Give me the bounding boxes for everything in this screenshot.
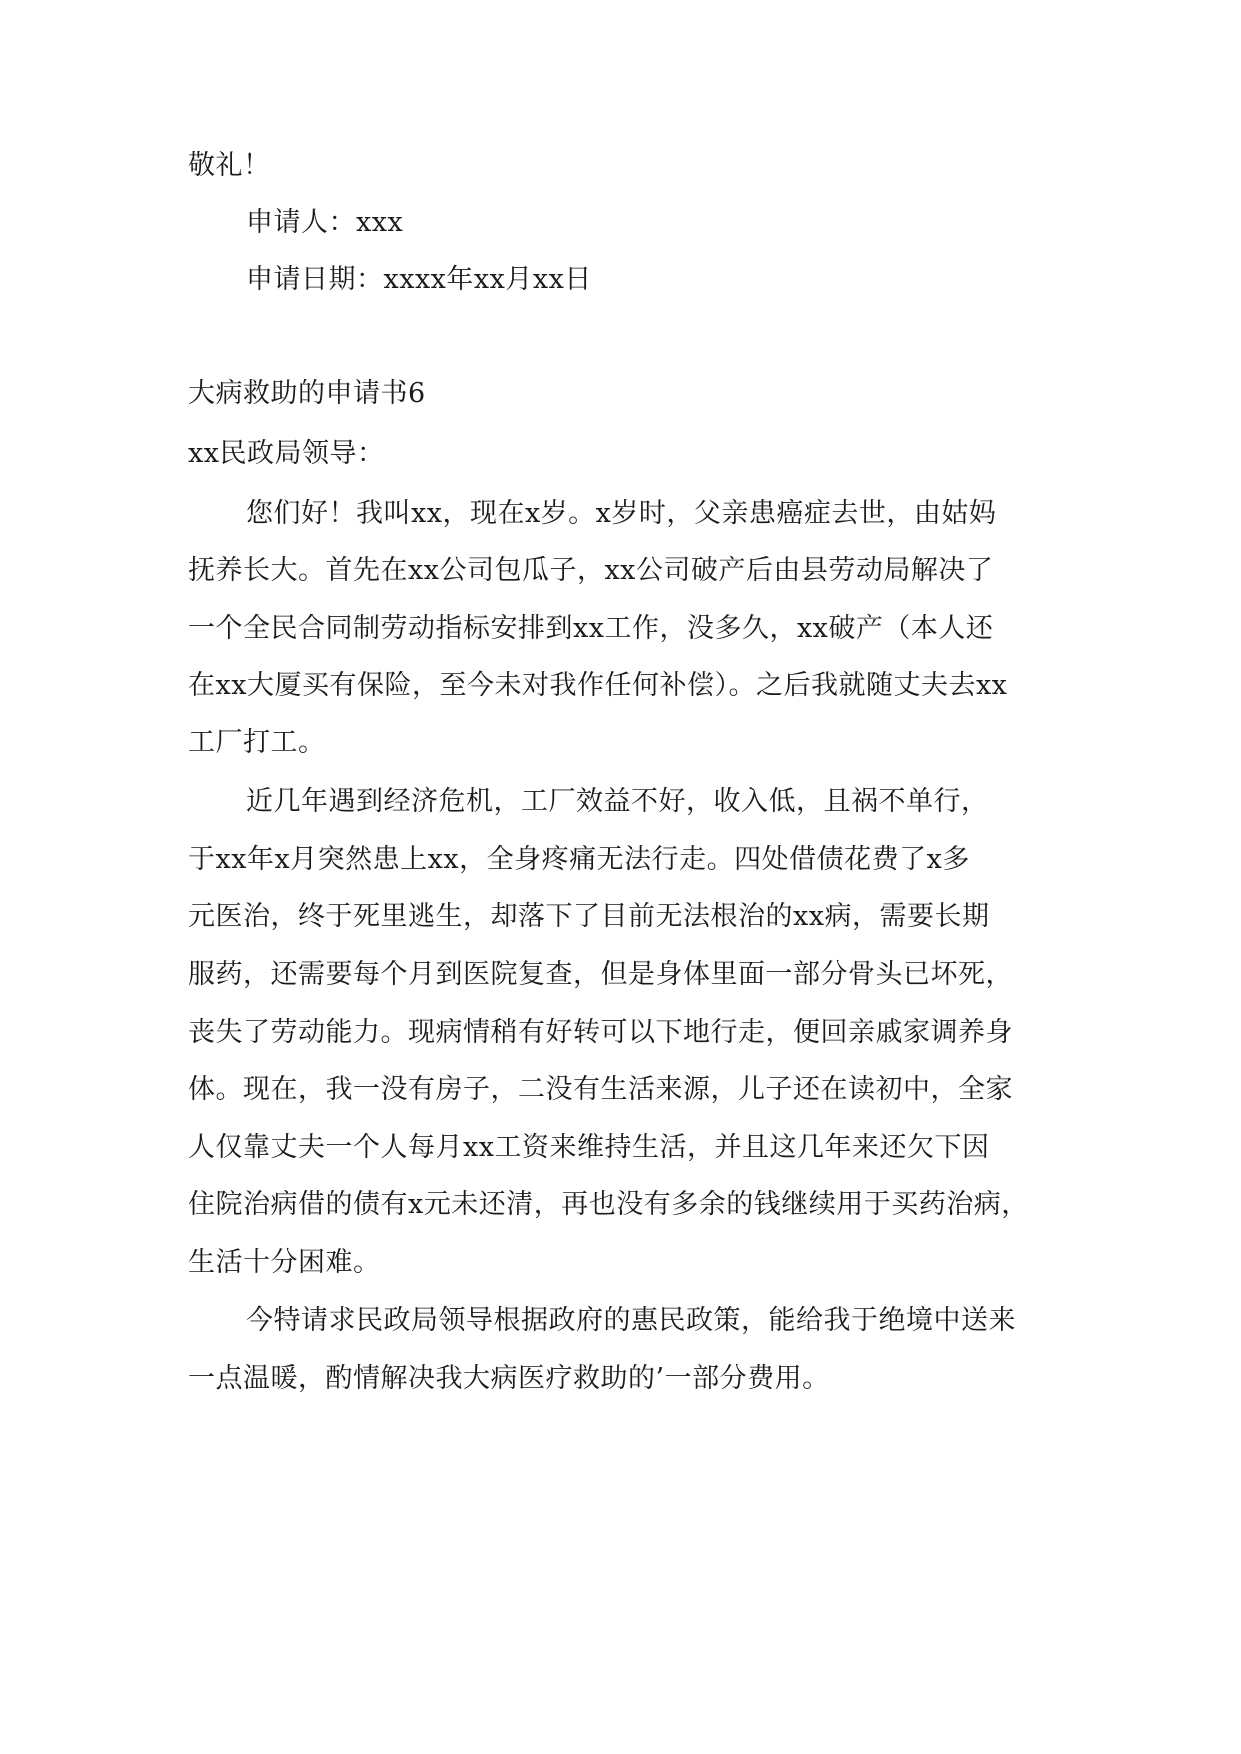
paragraph-2-line-2: 于xx年x月突然患上xx，全身疼痛无法行走。四处借债花费了x多 bbox=[188, 844, 970, 875]
addressee-line: xx民政局领导： bbox=[188, 438, 385, 469]
paragraph-3-line-2: 一点温暖，酌情解决我大病医疗救助的’一部分费用。 bbox=[188, 1363, 830, 1394]
paragraph-1-line-2: 抚养长大。首先在xx公司包瓜子，xx公司破产后由县劳动局解决了 bbox=[188, 555, 994, 586]
paragraph-2-line-8: 住院治病借的债有x元未还清，再也没有多余的钱继续用于买药治病， bbox=[188, 1189, 1029, 1220]
paragraph-2-line-1: 近几年遇到经济危机，工厂效益不好，收入低，且祸不单行， bbox=[246, 786, 989, 817]
section-title: 大病救助的申请书6 bbox=[188, 378, 426, 409]
paragraph-2-line-6: 体。现在，我一没有房子，二没有生活来源，儿子还在读初中，全家 bbox=[188, 1074, 1013, 1105]
paragraph-1-line-3: 一个全民合同制劳动指标安排到xx工作，没多久，xx破产（本人还 bbox=[188, 613, 994, 644]
paragraph-1-line-1: 您们好！我叫xx，现在x岁。x岁时，父亲患癌症去世，由姑妈 bbox=[246, 498, 997, 529]
paragraph-1-line-5: 工厂打工。 bbox=[188, 727, 326, 758]
application-date-line: 申请日期：xxxx年xx月xx日 bbox=[246, 264, 592, 295]
paragraph-1-line-4: 在xx大厦买有保险，至今未对我作任何补偿）。之后我就随丈夫去xx bbox=[188, 670, 1008, 701]
paragraph-2-line-7: 人仅靠丈夫一个人每月xx工资来维持生活，并且这几年来还欠下因 bbox=[188, 1132, 990, 1163]
applicant-line: 申请人：xxx bbox=[246, 207, 404, 238]
paragraph-3-line-1: 今特请求民政局领导根据政府的惠民政策，能给我于绝境中送来 bbox=[246, 1305, 1016, 1336]
paragraph-2-line-4: 服药，还需要每个月到医院复查，但是身体里面一部分骨头已坏死， bbox=[188, 959, 1013, 990]
paragraph-2-line-9: 生活十分困难。 bbox=[188, 1247, 381, 1278]
paragraph-2-line-5: 丧失了劳动能力。现病情稍有好转可以下地行走，便回亲戚家调养身 bbox=[188, 1017, 1013, 1048]
paragraph-2-line-3: 元医治，终于死里逃生，却落下了目前无法根治的xx病，需要长期 bbox=[188, 901, 990, 932]
closing-salute: 敬礼！ bbox=[188, 150, 271, 181]
